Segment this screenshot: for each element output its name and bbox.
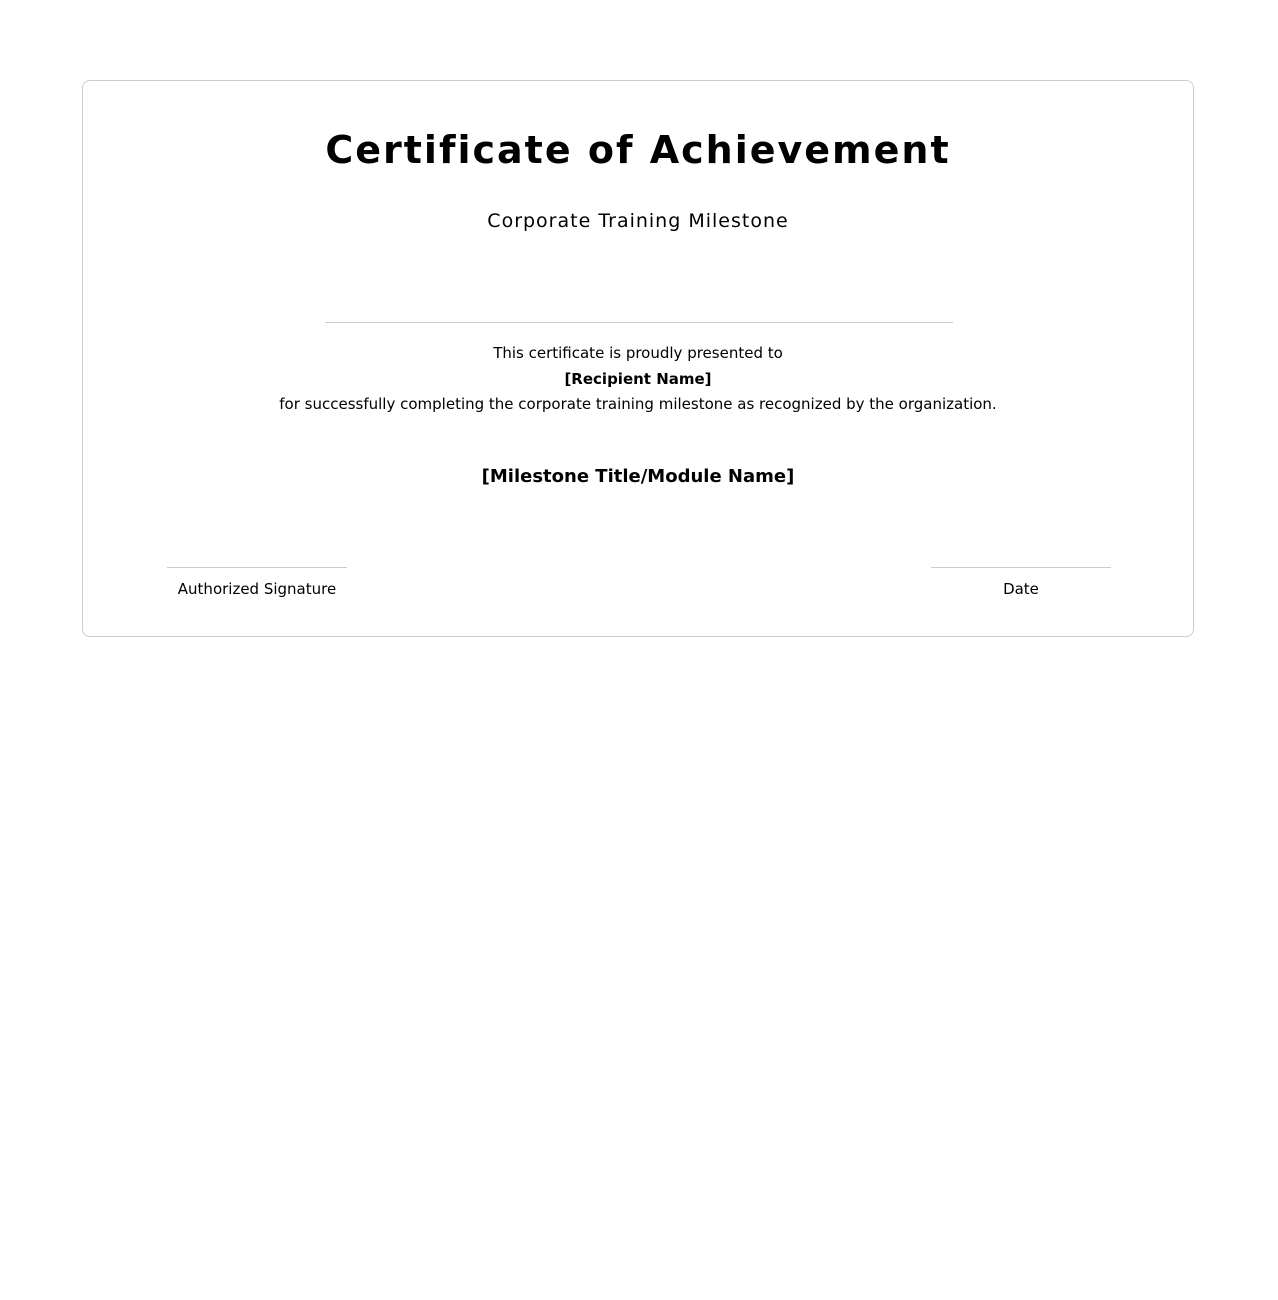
presented-text: This certificate is proudly presented to [493, 344, 783, 362]
signature-line [167, 567, 347, 568]
certificate-title: Certificate of Achievement [325, 128, 951, 172]
signature-block [167, 567, 347, 599]
date-line [931, 567, 1111, 568]
reason-text: for successfully completing the corporate training milestone as recognized by the organization. [279, 395, 997, 413]
signature-label: Authorized Signature [177, 580, 337, 598]
date-block [931, 567, 1111, 599]
recipient-name: [Recipient Name] [564, 370, 712, 388]
milestone-title: [Milestone Title/Module Name] [481, 466, 795, 487]
divider [325, 322, 953, 323]
date-label: Date [1003, 580, 1039, 598]
certificate-subtitle: Corporate Training Milestone [487, 210, 789, 232]
certificate-card [82, 80, 1194, 637]
